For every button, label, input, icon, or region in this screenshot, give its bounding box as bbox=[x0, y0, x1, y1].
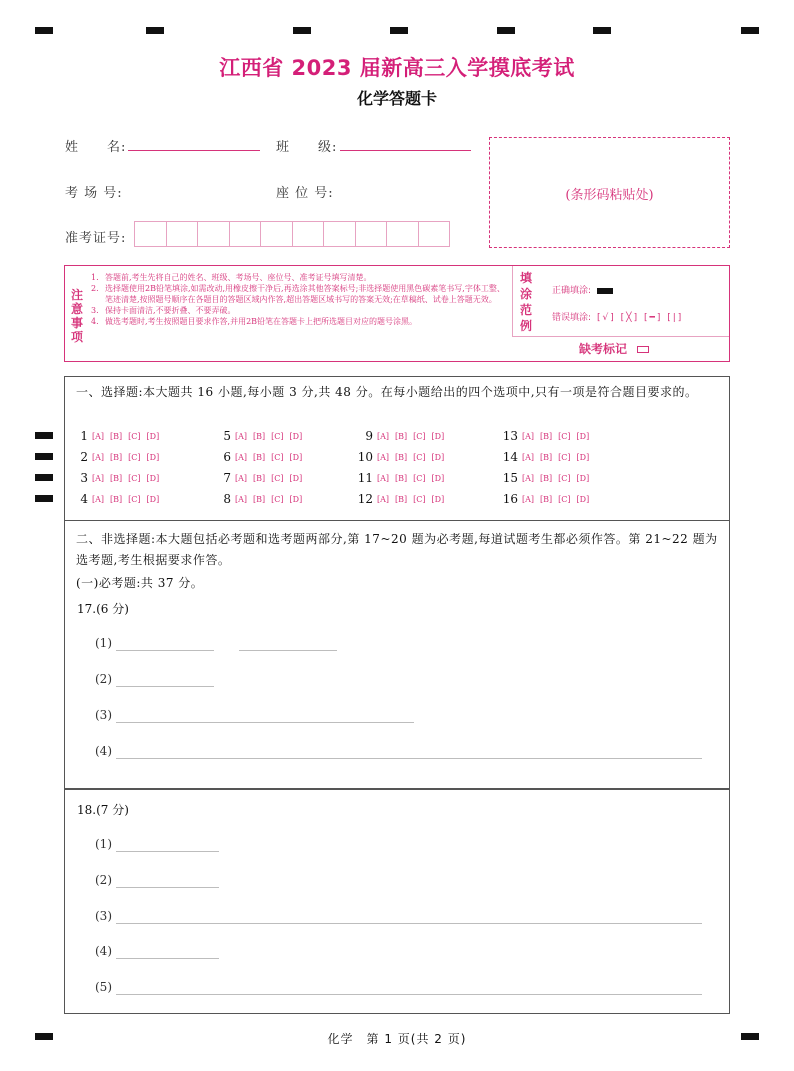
option-bubble[interactable]: [C] bbox=[128, 494, 141, 504]
q18-part: (5) bbox=[95, 980, 112, 994]
option-bubble[interactable]: [C] bbox=[413, 473, 426, 483]
option-bubble[interactable]: [D] bbox=[576, 494, 590, 504]
mcq-question bbox=[355, 489, 450, 509]
timing-mark bbox=[390, 27, 408, 34]
absent-mark: 缺考标记 bbox=[579, 340, 649, 357]
option-bubble[interactable]: [D] bbox=[146, 494, 160, 504]
option-bubble[interactable]: [D] bbox=[576, 452, 590, 462]
q18-part: (2) bbox=[95, 873, 112, 887]
mcq-question bbox=[355, 447, 450, 467]
option-bubble[interactable]: [C] bbox=[128, 452, 141, 462]
notice-item: 4. 做选考题时,考生按照题目要求作答,并用2B铅笔在答题卡上把所选题目对应的题号涂黑。 bbox=[91, 317, 418, 326]
page-footer: 化学 第 1 页(共 2 页) bbox=[327, 1032, 467, 1046]
timing-mark bbox=[35, 453, 53, 460]
option-bubble[interactable]: [C] bbox=[271, 494, 284, 504]
option-bubble[interactable]: [C] bbox=[128, 431, 141, 441]
q17-part: (3) bbox=[95, 708, 112, 722]
notice-heading: 注意事项 bbox=[71, 288, 84, 344]
option-bubble[interactable]: [D] bbox=[146, 473, 160, 483]
question-number: 2 bbox=[80, 450, 88, 464]
mcq-question bbox=[500, 426, 595, 446]
timing-mark bbox=[741, 27, 759, 34]
name-label: 姓 名: bbox=[65, 140, 127, 155]
absent-checkbox[interactable] bbox=[637, 346, 649, 353]
option-bubble[interactable]: [D] bbox=[289, 494, 303, 504]
answer-line[interactable] bbox=[116, 958, 219, 959]
mcq-question bbox=[355, 426, 450, 446]
answer-line[interactable] bbox=[116, 887, 219, 888]
option-bubble[interactable]: [A] bbox=[377, 494, 390, 504]
option-bubble[interactable]: [B] bbox=[395, 473, 408, 483]
mcq-question bbox=[213, 489, 308, 509]
option-bubble[interactable]: [A] bbox=[235, 473, 248, 483]
id-digit-box[interactable] bbox=[418, 221, 451, 247]
question-number: 11 bbox=[357, 471, 373, 485]
option-bubble[interactable]: [B] bbox=[253, 473, 266, 483]
option-bubble[interactable]: [A] bbox=[522, 431, 535, 441]
question-number: 12 bbox=[357, 492, 373, 506]
option-bubble[interactable]: [D] bbox=[289, 431, 303, 441]
exam-title: 江西省 2023 届新高三入学摸底考试 bbox=[219, 56, 575, 80]
timing-mark bbox=[497, 27, 515, 34]
option-bubble[interactable]: [A] bbox=[92, 473, 105, 483]
option-bubble[interactable]: [A] bbox=[235, 494, 248, 504]
notice-item: 3. 保持卡面清洁,不要折叠、不要弄破。 bbox=[91, 306, 236, 315]
answer-sheet-subtitle: 化学答题卡 bbox=[356, 89, 437, 108]
timing-mark bbox=[35, 27, 53, 34]
option-bubble[interactable]: [B] bbox=[110, 494, 123, 504]
mcq-question bbox=[70, 489, 165, 509]
option-bubble[interactable]: [A] bbox=[377, 473, 390, 483]
barcode-area bbox=[489, 137, 730, 248]
q17-part: (1) bbox=[95, 636, 112, 650]
free-response-section bbox=[64, 520, 730, 789]
option-bubble[interactable]: [D] bbox=[576, 431, 590, 441]
option-bubble[interactable]: [A] bbox=[235, 452, 248, 462]
q18-section bbox=[64, 789, 730, 1014]
exam-id-label: 准考证号: bbox=[65, 231, 127, 246]
option-bubble[interactable]: [C] bbox=[413, 431, 426, 441]
option-bubble[interactable]: [C] bbox=[271, 431, 284, 441]
notice-item: 1. 答题前,考生先将自己的姓名、班级、考场号、座位号、准考证号填写清楚。 bbox=[91, 273, 372, 282]
option-bubble[interactable]: [B] bbox=[540, 431, 553, 441]
q18-part: (3) bbox=[95, 909, 112, 923]
q17-part: (2) bbox=[95, 672, 112, 686]
timing-mark bbox=[593, 27, 611, 34]
question-number: 14 bbox=[502, 450, 518, 464]
wrong-fill-example: 错误填涂: [√] [╳] [━] [|] bbox=[552, 313, 684, 323]
mcq-instruction: 一、选择题:本大题共 16 小题,每小题 3 分,共 48 分。在每小题给出的四个选项中,只有一项是符合题目要求的。 bbox=[76, 385, 698, 399]
option-bubble[interactable]: [A] bbox=[92, 494, 105, 504]
seat-label: 座 位 号: bbox=[276, 186, 334, 201]
timing-mark bbox=[35, 432, 53, 439]
option-bubble[interactable]: [D] bbox=[146, 431, 160, 441]
mcq-question bbox=[70, 468, 165, 488]
id-digit-box[interactable] bbox=[260, 221, 292, 247]
option-bubble[interactable]: [A] bbox=[92, 452, 105, 462]
option-bubble[interactable]: [B] bbox=[540, 494, 553, 504]
answer-line[interactable] bbox=[116, 923, 702, 924]
correct-fill-example: 正确填涂: bbox=[552, 283, 613, 296]
answer-line[interactable] bbox=[116, 994, 702, 995]
q17-heading: 17.(6 分) bbox=[77, 602, 129, 616]
option-bubble[interactable]: [D] bbox=[289, 452, 303, 462]
option-bubble[interactable]: [D] bbox=[146, 452, 160, 462]
option-bubble[interactable]: [B] bbox=[110, 473, 123, 483]
barcode-label: (条形码粘贴处) bbox=[565, 188, 654, 203]
option-bubble[interactable]: [D] bbox=[289, 473, 303, 483]
option-bubble[interactable]: [D] bbox=[431, 494, 445, 504]
mcq-question bbox=[70, 447, 165, 467]
option-bubble[interactable]: [D] bbox=[431, 473, 445, 483]
id-digit-box[interactable] bbox=[323, 221, 355, 247]
name-field[interactable] bbox=[128, 150, 260, 151]
required-heading: (一)必考题:共 37 分。 bbox=[76, 576, 204, 590]
question-number: 16 bbox=[502, 492, 518, 506]
id-digit-box[interactable] bbox=[229, 221, 261, 247]
timing-mark bbox=[35, 495, 53, 502]
option-bubble[interactable]: [C] bbox=[558, 473, 571, 483]
option-bubble[interactable]: [B] bbox=[253, 494, 266, 504]
q17-part: (4) bbox=[95, 744, 112, 758]
question-number: 15 bbox=[502, 471, 518, 485]
option-bubble[interactable]: [D] bbox=[576, 473, 590, 483]
option-bubble[interactable]: [C] bbox=[413, 452, 426, 462]
mcq-question bbox=[355, 468, 450, 488]
option-bubble[interactable]: [B] bbox=[110, 452, 123, 462]
answer-line[interactable] bbox=[116, 686, 214, 687]
question-number: 10 bbox=[357, 450, 373, 464]
q18-part: (4) bbox=[95, 944, 112, 958]
option-bubble[interactable]: [C] bbox=[128, 473, 141, 483]
fill-example-heading: 填涂范例 bbox=[520, 271, 533, 333]
id-digit-box[interactable] bbox=[134, 221, 166, 247]
mcq-question bbox=[500, 468, 595, 488]
id-digit-box[interactable] bbox=[386, 221, 418, 247]
option-bubble[interactable]: [D] bbox=[431, 452, 445, 462]
notice-item: 2. 选择题使用2B铅笔填涂,如需改动,用橡皮擦干净后,再选涂其他答案标号;非选择题使用黑色碳素笔书写,字体工整、笔迹清楚,按照题号顺序在各题目的答题区域内作答,超出答题区域书写的答案无效;在草稿纸、试卷上答题无效。 bbox=[91, 284, 505, 304]
option-bubble[interactable]: [B] bbox=[540, 473, 553, 483]
question-number: 9 bbox=[365, 429, 373, 443]
question-number: 8 bbox=[223, 492, 231, 506]
option-bubble[interactable]: [D] bbox=[431, 431, 445, 441]
mcq-question bbox=[500, 447, 595, 467]
option-bubble[interactable]: [A] bbox=[522, 494, 535, 504]
id-digit-box[interactable] bbox=[355, 221, 387, 247]
answer-line[interactable] bbox=[116, 650, 214, 651]
question-number: 6 bbox=[223, 450, 231, 464]
mcq-question bbox=[213, 468, 308, 488]
option-bubble[interactable]: [B] bbox=[395, 452, 408, 462]
q18-part: (1) bbox=[95, 837, 112, 851]
notice-list bbox=[91, 272, 511, 327]
id-digit-box[interactable] bbox=[292, 221, 324, 247]
mcq-question bbox=[213, 447, 308, 467]
question-number: 5 bbox=[223, 429, 231, 443]
option-bubble[interactable]: [B] bbox=[253, 452, 266, 462]
timing-mark bbox=[146, 27, 164, 34]
timing-mark bbox=[293, 27, 311, 34]
option-bubble[interactable]: [B] bbox=[395, 494, 408, 504]
divider bbox=[512, 266, 513, 337]
filled-mark-icon bbox=[597, 288, 613, 294]
answer-line[interactable] bbox=[116, 758, 702, 759]
option-bubble[interactable]: [A] bbox=[522, 473, 535, 483]
option-bubble[interactable]: [C] bbox=[558, 431, 571, 441]
question-number: 13 bbox=[502, 429, 518, 443]
answer-line[interactable] bbox=[116, 722, 414, 723]
room-label: 考 场 号: bbox=[65, 186, 123, 201]
id-digit-box[interactable] bbox=[166, 221, 198, 247]
mcq-question bbox=[213, 426, 308, 446]
option-bubble[interactable]: [A] bbox=[235, 431, 248, 441]
option-bubble[interactable]: [A] bbox=[92, 431, 105, 441]
id-digit-box[interactable] bbox=[197, 221, 229, 247]
option-bubble[interactable]: [C] bbox=[558, 452, 571, 462]
mcq-question bbox=[70, 426, 165, 446]
free-instruction: 二、非选择题:本大题包括必考题和选考题两部分,第 17~20 题为必考题,每道试题考生都必须作答。第 21~22 题为选考题,考生根据要求作答。 bbox=[76, 532, 718, 567]
timing-mark bbox=[35, 474, 53, 481]
option-bubble[interactable]: [C] bbox=[271, 452, 284, 462]
option-bubble[interactable]: [C] bbox=[558, 494, 571, 504]
exam-id-boxes[interactable] bbox=[134, 221, 450, 247]
mcq-question bbox=[500, 489, 595, 509]
question-number: 7 bbox=[223, 471, 231, 485]
question-number: 3 bbox=[80, 471, 88, 485]
option-bubble[interactable]: [B] bbox=[540, 452, 553, 462]
option-bubble[interactable]: [A] bbox=[377, 452, 390, 462]
class-field[interactable] bbox=[340, 150, 471, 151]
divider bbox=[512, 336, 729, 337]
class-label: 班 级: bbox=[276, 140, 338, 155]
option-bubble[interactable]: [B] bbox=[395, 431, 408, 441]
notice-box bbox=[64, 265, 730, 362]
option-bubble[interactable]: [A] bbox=[377, 431, 390, 441]
option-bubble[interactable]: [C] bbox=[271, 473, 284, 483]
q18-heading: 18.(7 分) bbox=[77, 803, 129, 817]
answer-line[interactable] bbox=[239, 650, 337, 651]
option-bubble[interactable]: [B] bbox=[110, 431, 123, 441]
option-bubble[interactable]: [B] bbox=[253, 431, 266, 441]
option-bubble[interactable]: [C] bbox=[413, 494, 426, 504]
question-number: 1 bbox=[80, 429, 88, 443]
question-number: 4 bbox=[80, 492, 88, 506]
wrong-marks: [√] [╳] [━] [|] bbox=[597, 313, 684, 323]
answer-line[interactable] bbox=[116, 851, 219, 852]
option-bubble[interactable]: [A] bbox=[522, 452, 535, 462]
